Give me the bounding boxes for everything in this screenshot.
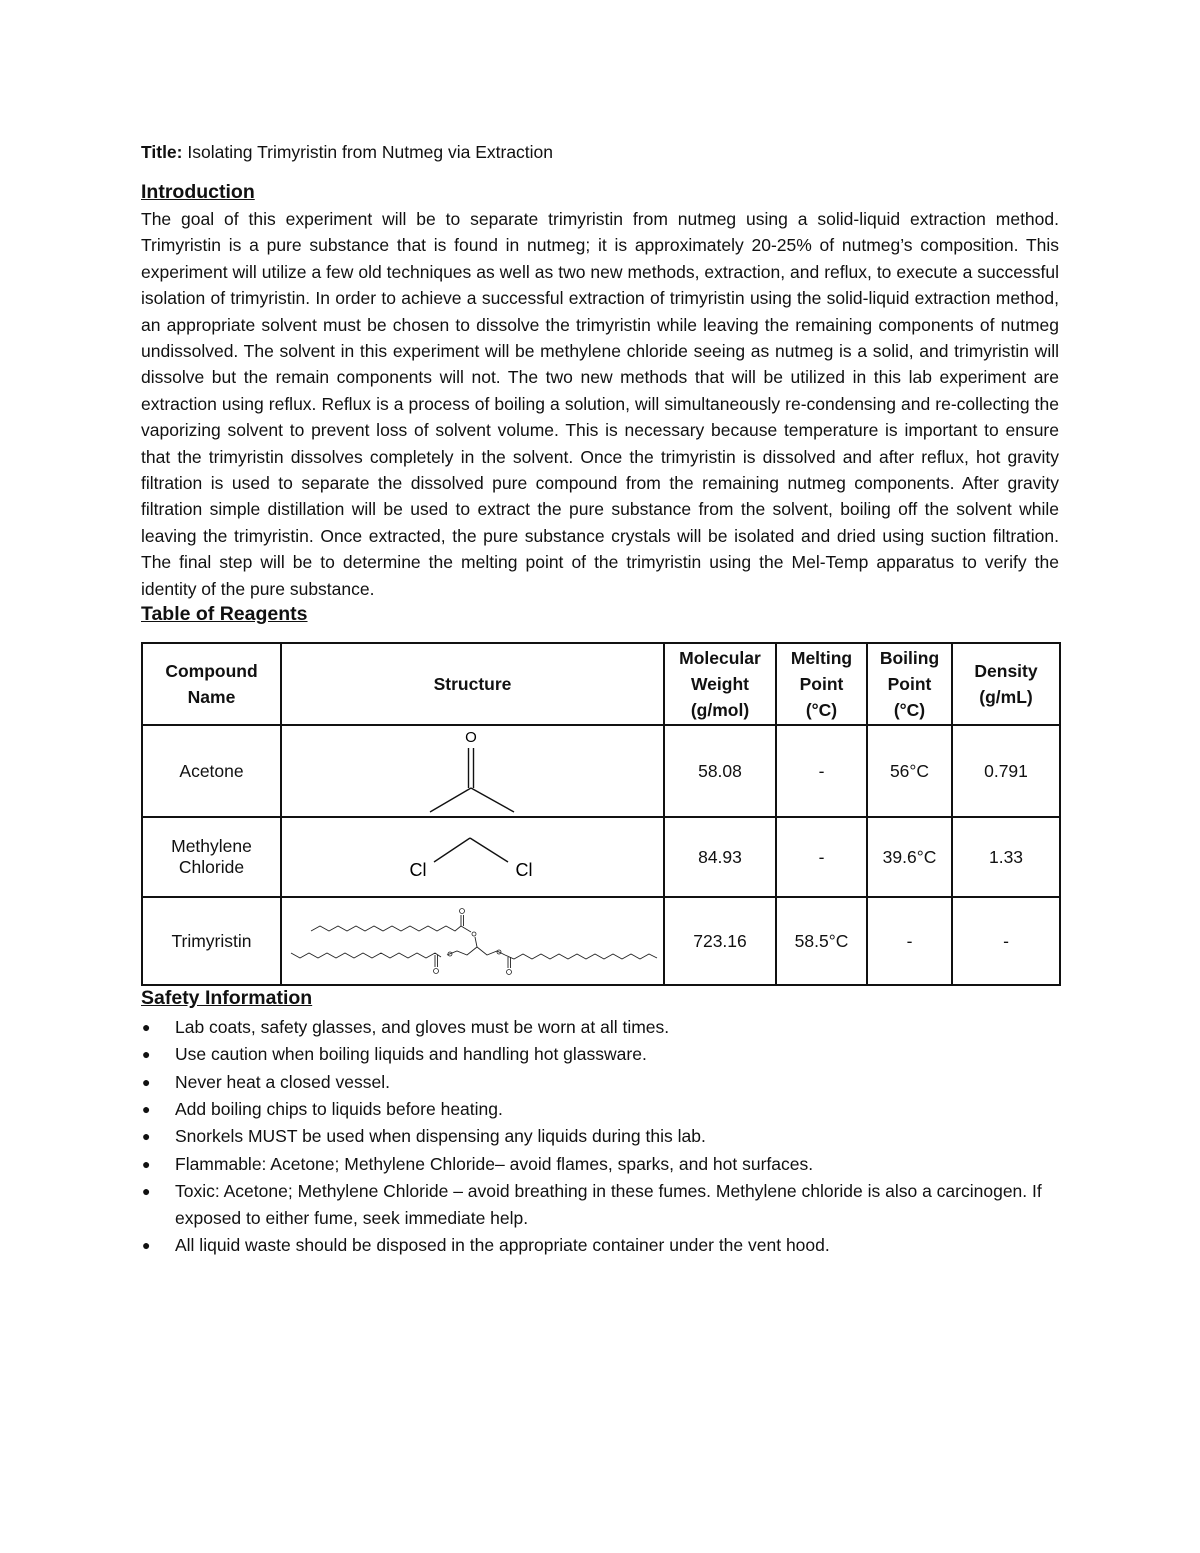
bullet-icon: ● (142, 1237, 151, 1254)
mw-acetone: 58.08 (664, 725, 776, 817)
structure-cell-methylene-chloride (281, 817, 664, 897)
title-text: Isolating Trimyristin from Nutmeg via Extraction (182, 142, 554, 162)
bullet-icon: ● (142, 1182, 151, 1199)
mw-trimyristin: 723.16 (664, 897, 776, 985)
trimyristin-structure-diagram (287, 905, 659, 977)
bp-methylene-chloride: 39.6°C (867, 817, 952, 897)
table-header-row (142, 643, 1060, 725)
structure-cell-acetone (281, 725, 664, 817)
bullet-icon: ● (142, 1100, 151, 1117)
list-item: ● Use caution when boiling liquids and handling hot glassware. (141, 1041, 1059, 1068)
bullet-icon: ● (142, 1019, 151, 1036)
density-trimyristin: - (952, 897, 1060, 985)
list-item: ● Snorkels MUST be used when dispensing any liquids during this lab. (141, 1123, 1059, 1150)
bullet-icon: ● (142, 1155, 151, 1172)
safety-heading: Safety Information (141, 987, 313, 1010)
header-structure: Structure (281, 643, 664, 725)
mp-acetone: - (776, 725, 867, 817)
density-acetone: 0.791 (952, 725, 1060, 817)
list-item: ● Never heat a closed vessel. (141, 1069, 1059, 1096)
list-item: ● Add boiling chips to liquids before heating. (141, 1096, 1059, 1123)
safety-list (141, 1014, 1059, 1260)
acetone-oxygen-label: O (464, 729, 477, 747)
header-compound-name: Compound Name (142, 643, 281, 725)
document-page (141, 140, 1059, 1260)
reagents-table (141, 642, 1061, 986)
header-boiling-point: Boiling Point (°C) (867, 643, 952, 725)
title-label: Title: (141, 142, 183, 162)
bp-trimyristin: - (867, 897, 952, 985)
table-row (142, 817, 1060, 897)
header-density: Density (g/mL) (952, 643, 1060, 725)
header-melting-point: Melting Point (°C) (776, 643, 867, 725)
header-molecular-weight: Molecular Weight (g/mol) (664, 643, 776, 725)
list-item: ● Flammable: Acetone; Methylene Chloride– avoid flames, sparks, and hot surfaces. (141, 1151, 1059, 1178)
compound-name-methylene-chloride: Methylene Chloride (142, 817, 281, 897)
structure-cell-trimyristin (281, 897, 664, 985)
bullet-icon: ● (142, 1128, 151, 1145)
chlorine-label-left: Cl (409, 860, 426, 881)
bp-acetone: 56°C (867, 725, 952, 817)
mw-methylene-chloride: 84.93 (664, 817, 776, 897)
methylene-chloride-structure-diagram (398, 832, 548, 882)
list-item: ● Toxic: Acetone; Methylene Chloride – avoid breathing in these fumes. Methylene chloride is also a carcinogen. If exposed to either fume, seek immediate help. (141, 1178, 1059, 1233)
list-item: ● All liquid waste should be disposed in the appropriate container under the vent hood. (141, 1232, 1059, 1259)
compound-name-trimyristin: Trimyristin (142, 897, 281, 985)
chlorine-label-right: Cl (515, 860, 532, 881)
density-methylene-chloride: 1.33 (952, 817, 1060, 897)
mp-methylene-chloride: - (776, 817, 867, 897)
acetone-structure-diagram (418, 728, 528, 814)
mp-trimyristin: 58.5°C (776, 897, 867, 985)
document-title (141, 140, 1059, 164)
bullet-icon: ● (142, 1046, 151, 1063)
table-row (142, 725, 1060, 817)
introduction-heading: Introduction (141, 181, 255, 203)
reagents-heading: Table of Reagents (141, 603, 308, 626)
table-row (142, 897, 1060, 985)
compound-name-acetone: Acetone (142, 725, 281, 817)
list-item: ● Lab coats, safety glasses, and gloves must be worn at all times. (141, 1014, 1059, 1041)
bullet-icon: ● (142, 1073, 151, 1090)
introduction-body: The goal of this experiment will be to separate trimyristin from nutmeg using a solid-liquid extraction method. Trimyristin is a pure substance that is found in nutmeg; it is approximately 20-25% of nutmeg’s composition. This experiment will utilize a few old techniques as well as two new methods, extraction, and reflux, to execute a successful isolation of trimyristin. In order to achieve a successful extraction of trimyristin using the solid-liquid extraction method, an appropriate solvent must be chosen to dissolve the trimyristin while leaving the remaining components of nutmeg undissolved. The solvent in this experiment will be methylene chloride seeing as nutmeg is a solid, and trimyristin will dissolve but the remain components will not. The two new methods that will be utilized in this lab experiment are extraction using reflux. Reflux is a process of boiling a solution, will simultaneously re-condensing and re-collecting the vaporizing solvent to prevent loss of solvent volume. This is necessary because temperature is important to ensure that the trimyristin dissolves completely in the solvent. Once the trimyristin is dissolved and after reflux, hot gravity filtration is used to separate the dissolved pure compound from the remaining nutmeg components. After gravity filtration simple distillation will be used to extract the pure substance from the solvent, boiling off the solvent while leaving the trimyristin. Once extracted, the pure substance crystals will be isolated and dried using suction filtration. The final step will be to determine the melting point of the trimyristin using the Mel-Temp apparatus to verify the identity of the pure substance. (141, 209, 1059, 599)
